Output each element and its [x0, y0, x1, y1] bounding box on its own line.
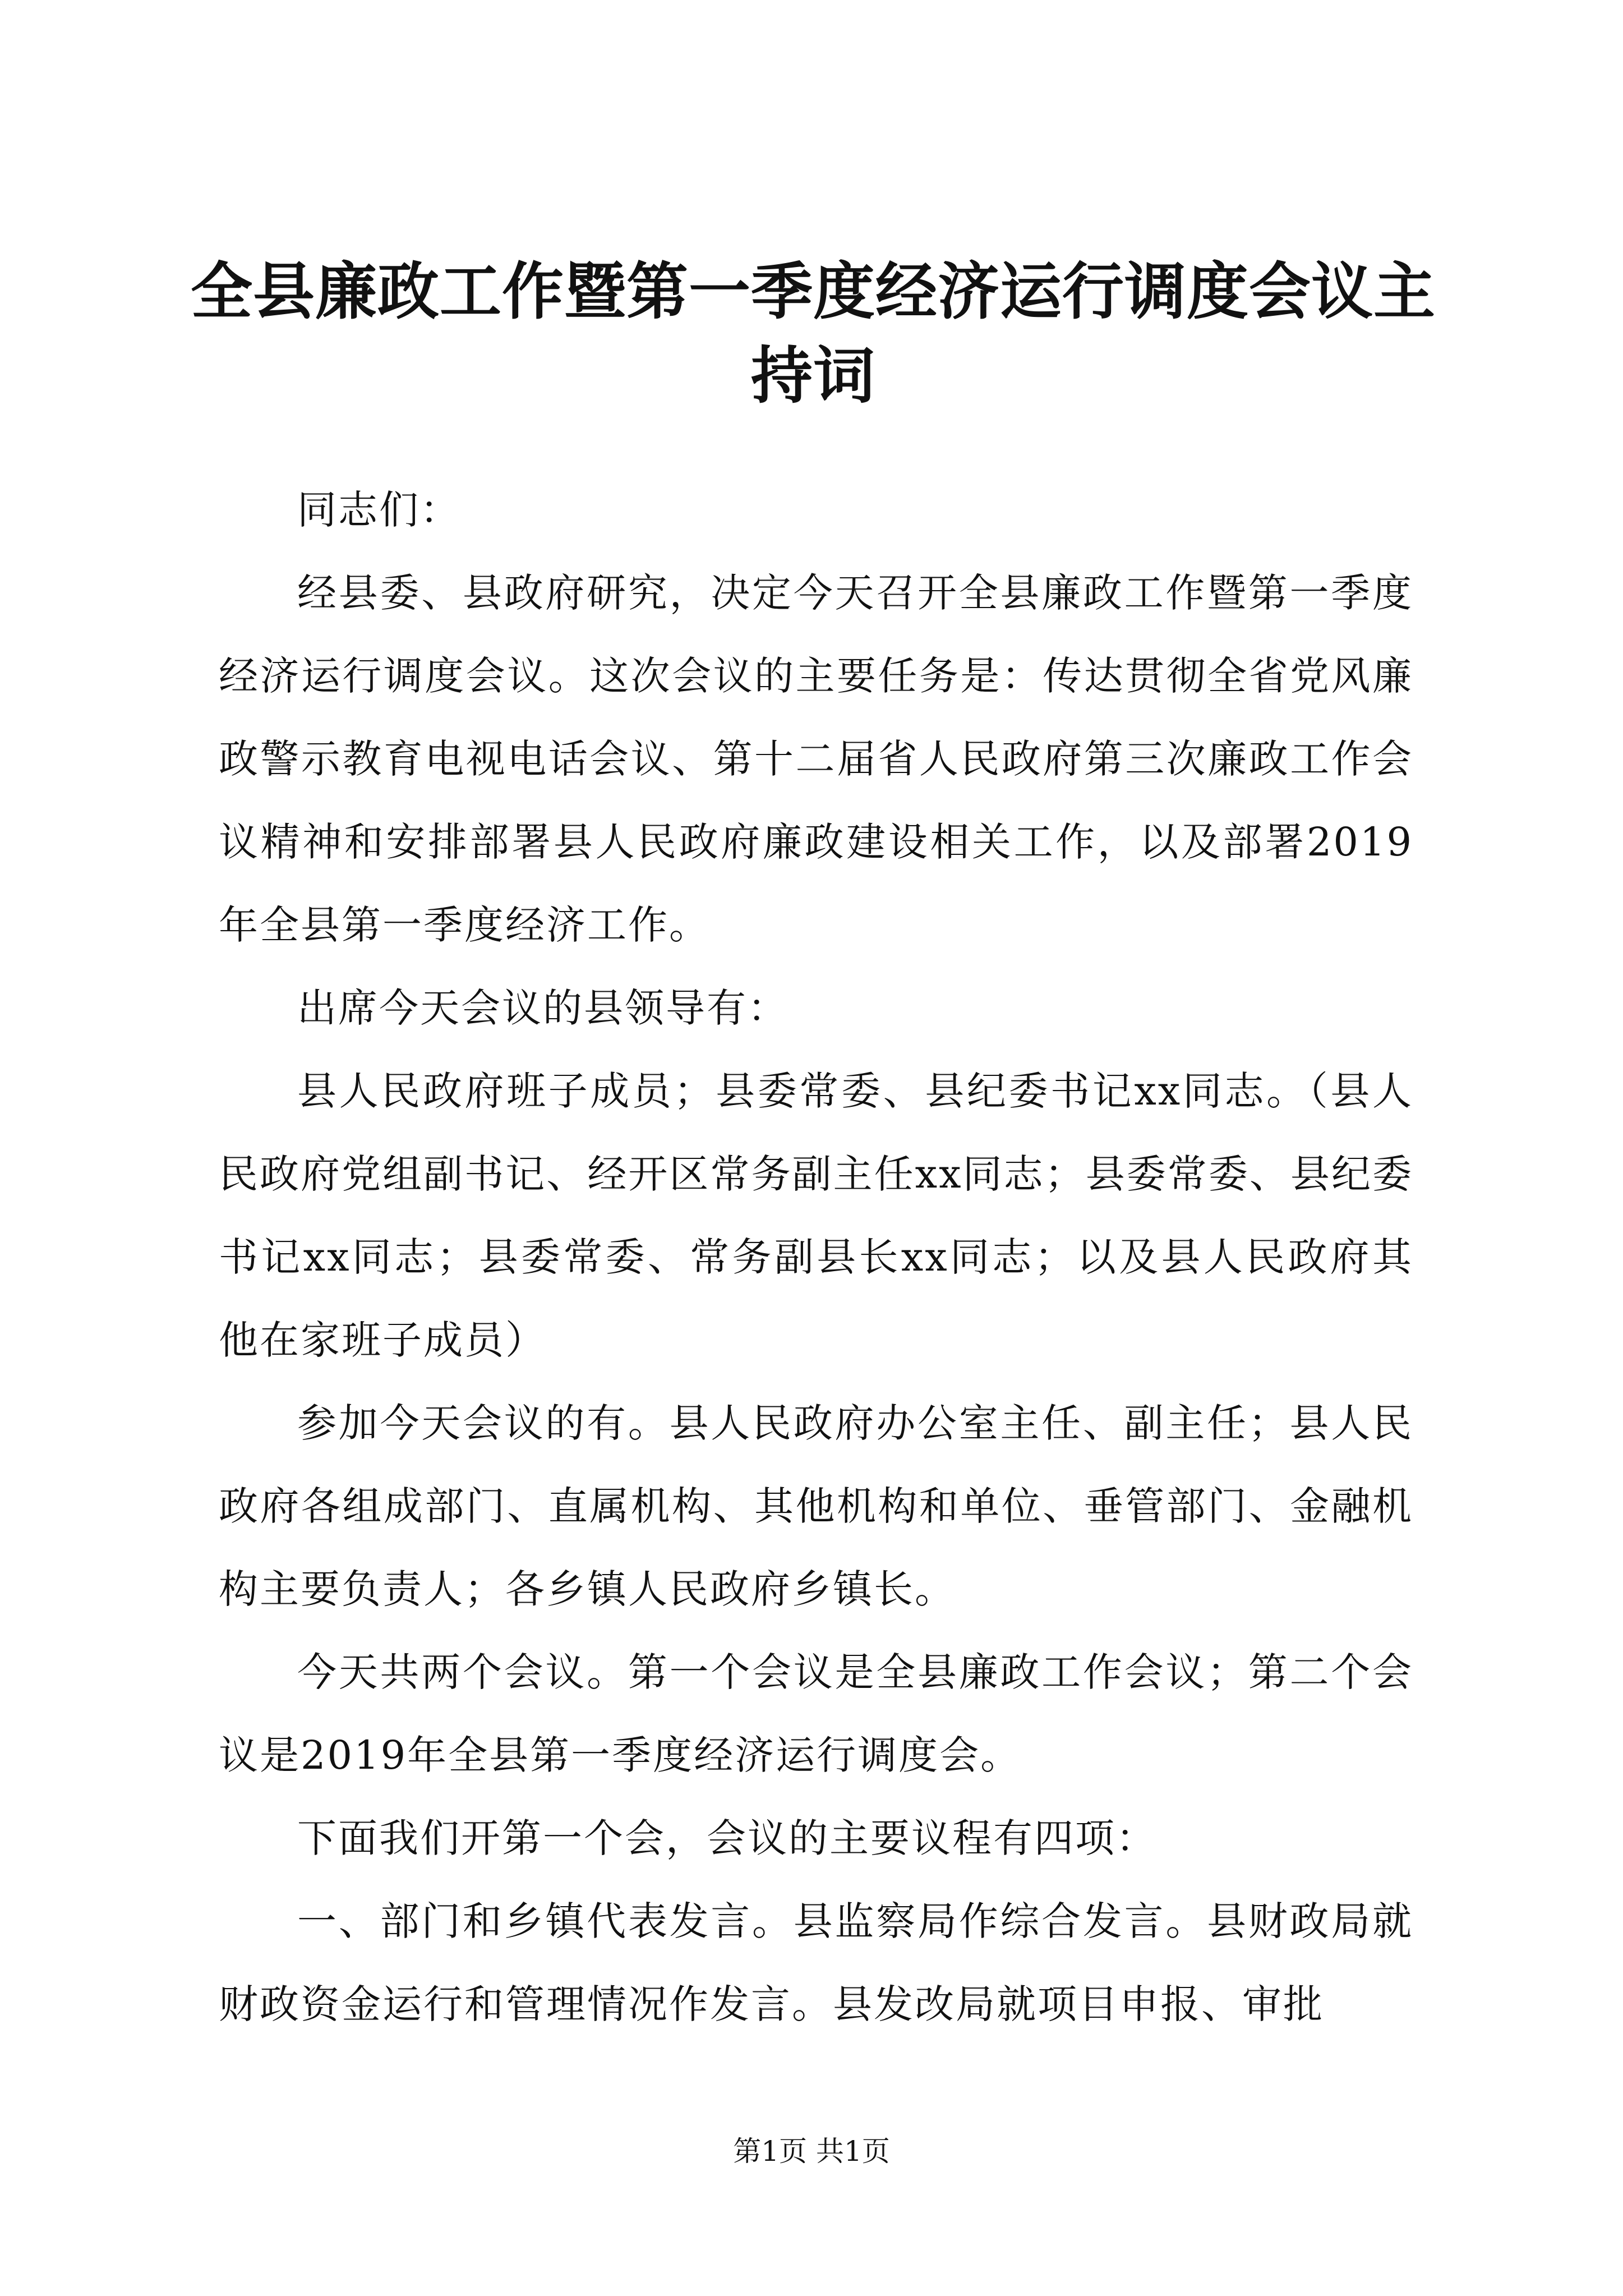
paragraph-participants: 参加今天会议的有。县人民政府办公室主任、副主任；县人民政府各组成部门、直属机构、其他机构和单位、垂管部门、金融机构主要负责人；各乡镇人民政府乡镇长。: [219, 1400, 1413, 1612]
document-title: 全县廉政工作暨第一季度经济运行调度会议主持词: [191, 255, 1436, 412]
document-body: [219, 468, 1413, 2046]
paragraph-salutation: 同志们：: [297, 487, 461, 533]
paragraph-attending-leaders: 县人民政府班子成员；县委常委、县纪委书记xx同志。（县人民政府党组副书记、经开区常务副主任xx同志；县委常委、县纪委书记xx同志；县委常委、常务副县长xx同志；以及县人民政府其他在家班子成员）: [219, 1068, 1413, 1363]
paragraph-agenda-item-1: 一、部门和乡镇代表发言。县监察局作综合发言。县财政局就财政资金运行和管理情况作发言。县发改局就项目申报、审批: [219, 1898, 1413, 2027]
paragraph-meeting-overview: 今天共两个会议。第一个会议是全县廉政工作会议；第二个会议是2019年全县第一季度经济运行调度会。: [219, 1649, 1413, 1778]
paragraph-attending-leaders-intro: 出席今天会议的县领导有：: [297, 985, 789, 1031]
paragraph-agenda-intro: 下面我们开第一个会，会议的主要议程有四项：: [297, 1815, 1157, 1861]
paragraph-meeting-purpose: 经县委、县政府研究，决定今天召开全县廉政工作暨第一季度经济运行调度会议。这次会议的主要任务是：传达贯彻全省党风廉政警示教育电视电话会议、第十二届省人民政府第三次廉政工作会议精神和安排部署县人民政府廉政建设相关工作，以及部署2019年全县第一季度经济工作。: [219, 570, 1413, 948]
page-footer: 第1页 共1页: [733, 2135, 890, 2168]
